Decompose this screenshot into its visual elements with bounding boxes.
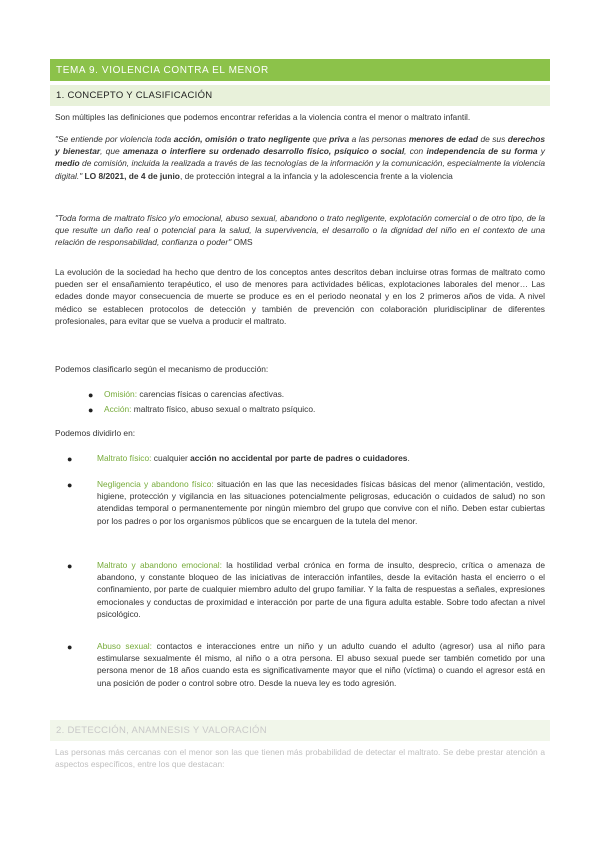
- classify-intro: [55, 363, 545, 375]
- q1-t3: a las personas: [349, 134, 409, 144]
- type-desc: la hostilidad verbal crónica en forma de insulto, desprecio, crítica o amenaza de abandono, y constante bloqueo de las iniciativas de interacción infantiles, desde la evitación hasta el encierro o el confinamiento, por parte de cualquier miembro adulto del grupo familiar. Y la falta de respuestas a señales, expresiones emocionales y conductas de proximidad e interacción por parte de una figura adulta estable. Sobre todo afectan a nivel psicológico.: [97, 560, 545, 619]
- chapter-title: TEMA 9. VIOLENCIA CONTRA EL MENOR: [56, 65, 269, 76]
- section-heading-concepto: [50, 85, 550, 106]
- type-term: Maltrato y abandono emocional:: [97, 560, 222, 570]
- classify-term: Acción:: [104, 404, 132, 414]
- divide-intro-text: Podemos dividirlo en:: [55, 428, 136, 438]
- bullet-dot-icon: ●: [88, 405, 94, 415]
- type-term: Maltrato físico:: [97, 453, 152, 463]
- type-item-negligencia: [97, 478, 545, 527]
- bullet-dot-icon: ●: [67, 642, 73, 652]
- type-item-maltrato-fisico: [97, 452, 545, 464]
- q1-t4: de sus: [477, 134, 508, 144]
- classify-term: Omisión:: [104, 389, 138, 399]
- type-desc: situación en las que las necesidades físicas básicas del menor (alimentación, vestido, higiene, protección y vigilancia en las situaciones potencialmente peligrosas, educación o cuidados de salud) no son atendidas temporal o permanentemente por ningún miembro del grupo que convive con el niño. Deben estar cubiertas por los padres o por los organismos públicos que se encarguen de la tutela del menor.: [97, 479, 545, 526]
- divide-intro: [55, 427, 545, 439]
- oms-quote-text: "Toda forma de maltrato físico y/o emocional, abuso sexual, abandono o trato negligente, explotación comercial o de otro tipo, de la que resulte un daño real o potencial para la salud, la supervivencia, el desarrollo o la dignidad del niño en el contexto de una relación de responsabilidad, confianza o poder": [55, 213, 545, 248]
- section-heading-text: 1. CONCEPTO Y CLASIFICACIÓN: [56, 90, 213, 101]
- q1-t1: "Se entiende por violencia toda: [55, 134, 174, 144]
- classify-desc: carencias físicas o carencias afectivas.: [137, 389, 285, 399]
- legal-definition-quote: [55, 133, 545, 182]
- type-item-maltrato-emocional: [97, 559, 545, 620]
- q1-t5: , que: [100, 146, 123, 157]
- intro-text: Son múltiples las definiciones que podemos encontrar referidas a la violencia contra el menor o maltrato infantil.: [55, 112, 471, 122]
- q1-b4: derechos y bienestar: [55, 134, 545, 157]
- q1-b1: acción, omisión o trato negligente: [173, 134, 311, 144]
- evolution-text: La evolución de la sociedad ha hecho que dentro de los conceptos antes descritos deban incluirse otras formas de maltrato como pueden ser el ensañamiento terapéutico, el uso de menores para actividades bélicas, explotaciones laborales del menor… Las edades donde mayor consecuencia de muerte se produce es en el periodo neonatal y en los 2 primeros años de vida. A nivel médico se establecen protocolos de detección y también de prevención con colaboración pluridisciplinar de diferentes profesionales, para evitar que se vuelva a producir el maltrato.: [55, 267, 545, 326]
- intro-paragraph: [55, 111, 545, 123]
- oms-definition-quote: [55, 212, 545, 249]
- type-desc: contactos e interacciones entre un niño y un adulto cuando el adulto (agresor) usa al niño para estimularse sexualmente él mismo, al niño o a otra persona. El abuso sexual puede ser también cometido por una persona menor de 18 años cuando esta es significativamente mayor que el niño (víctima) o cuando el agresor está en una posición de poder o control sobre otro. Desde la nueva ley es todo agresión.: [97, 641, 545, 688]
- q1-b5: amenaza o interfiere su ordenado desarrollo físico, psíquico o social: [122, 146, 405, 157]
- bullet-dot-icon: ●: [67, 454, 73, 464]
- section-heading-text: 2. DETECCIÓN, ANAMNESIS Y VALORACIÓN: [56, 725, 267, 736]
- type-end: .: [407, 453, 410, 463]
- q1-t7: y: [537, 146, 545, 157]
- classify-intro-text: Podemos clasificarlo según el mecanismo de producción:: [55, 364, 269, 374]
- section-heading-deteccion: [50, 720, 550, 741]
- deteccion-text: Las personas más cercanas con el menor son las que tienen más probabilidad de detectar el maltrato. Se debe prestar atención a aspectos específicos, entre los que destacan:: [55, 747, 545, 770]
- type-term: Abuso sexual:: [97, 641, 152, 651]
- q1-t8: de comisión, incluida la realizada a través de las tecnologías de la información y la comunicación, especialmente la violencia digital.": [55, 158, 545, 181]
- bullet-dot-icon: ●: [67, 561, 73, 571]
- evolution-paragraph: [55, 266, 545, 327]
- classify-item-omision: [104, 388, 584, 400]
- q1-tail: , de protección integral a la infancia y la adolescencia frente a la violencia: [179, 170, 453, 181]
- q1-t2: que: [310, 134, 330, 144]
- type-term: Negligencia y abandono físico:: [97, 479, 214, 489]
- law-reference: LO 8/2021, de 4 de junio: [82, 170, 180, 181]
- q1-b7: medio: [55, 158, 80, 169]
- classify-desc: maltrato físico, abuso sexual o maltrato psíquico.: [131, 404, 316, 414]
- chapter-title-bar: [50, 59, 550, 81]
- bullet-dot-icon: ●: [67, 480, 73, 490]
- bullet-dot-icon: ●: [88, 390, 94, 400]
- type-bold: acción no accidental por parte de padres o cuidadores: [190, 453, 408, 463]
- q1-b6: independencia de su forma: [426, 146, 538, 157]
- q1-t6: , con: [404, 146, 427, 157]
- type-desc: cualquier: [151, 453, 191, 463]
- classify-item-accion: [104, 403, 584, 415]
- q1-b2: priva: [329, 134, 350, 144]
- q1-b3: menores de edad: [408, 134, 478, 144]
- oms-source: OMS: [231, 237, 253, 248]
- deteccion-paragraph: [55, 746, 545, 770]
- type-item-abuso-sexual: [97, 640, 545, 689]
